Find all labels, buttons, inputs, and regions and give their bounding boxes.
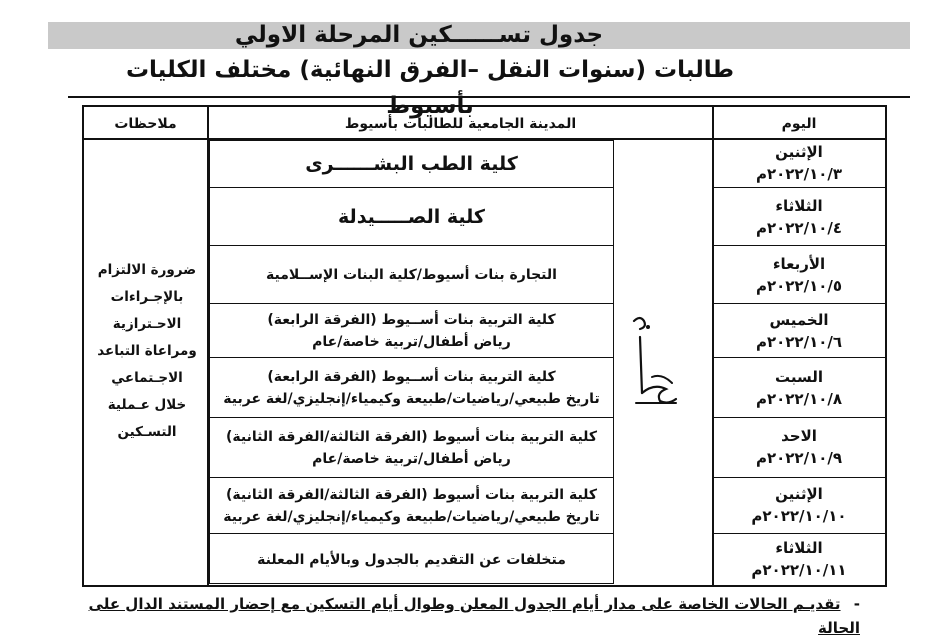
day-row-divider bbox=[714, 245, 885, 246]
day-cell bbox=[714, 141, 884, 185]
faculty-row-divider bbox=[209, 187, 614, 188]
day-row-divider bbox=[714, 357, 885, 358]
notes-line: الاحـترازية bbox=[112, 316, 182, 332]
day-name: الأربعاء bbox=[772, 255, 826, 273]
faculty-row-divider bbox=[209, 533, 614, 534]
day-date: ٢٠٢٢/١٠/٨م bbox=[755, 390, 843, 408]
faculty-line: كلية الطب البشــــــرى bbox=[305, 153, 518, 175]
page-subtitle: طالبات (سنوات النقل –الفرق النهائية) مختلف الكليات بأسيوط bbox=[125, 57, 735, 119]
day-name: الثلاثاء bbox=[775, 197, 823, 215]
day-name: السبت bbox=[774, 368, 824, 386]
notes-cell bbox=[88, 257, 206, 446]
header-rule bbox=[68, 96, 910, 98]
faculty-line: متخلفات عن التقديم بالجدول وبالأيام المعلنة bbox=[257, 551, 566, 568]
faculty-cell bbox=[209, 479, 614, 533]
day-name: الخميس bbox=[769, 311, 829, 329]
faculty-row-divider bbox=[209, 303, 614, 304]
faculty-row-divider bbox=[209, 245, 614, 246]
footer-note bbox=[60, 592, 860, 637]
schedule-table bbox=[82, 105, 887, 587]
faculty-row-divider bbox=[209, 357, 614, 358]
faculty-row-divider bbox=[209, 417, 614, 418]
faculty-cell bbox=[209, 305, 614, 357]
notes-line: الاجـتماعي bbox=[111, 370, 183, 386]
day-name: الإثنين bbox=[775, 143, 823, 161]
day-date: ٢٠٢٢/١٠/١٠م bbox=[751, 507, 847, 525]
day-date: ٢٠٢٢/١٠/٦م bbox=[755, 333, 843, 351]
day-row-divider bbox=[714, 187, 885, 188]
faculty-line: كلية التربية بنات أسيوط (الفرقة الثالثة/الفرقة الثانية) bbox=[225, 429, 598, 445]
faculty-line: رياض أطفال/تربية خاصة/عام bbox=[312, 451, 511, 467]
notes-line: التسـكين bbox=[117, 424, 177, 440]
day-cell bbox=[714, 366, 884, 410]
day-name: الثلاثاء bbox=[775, 539, 823, 557]
col-header-notes: ملاحظات bbox=[114, 116, 177, 132]
day-cell bbox=[714, 483, 884, 527]
footer-dash: - bbox=[853, 595, 860, 613]
faculty-line: التجارة بنات أسيوط/كلية البنات الإســلامية bbox=[266, 267, 557, 283]
notes-line: ومراعاة التباعد bbox=[97, 343, 197, 359]
day-cell bbox=[714, 309, 884, 353]
day-date: ٢٠٢٢/١٠/٩م bbox=[755, 449, 843, 467]
faculty-line: كلية التربية بنات أســيوط (الفرقة الرابعة) bbox=[267, 369, 556, 385]
day-row-divider bbox=[714, 303, 885, 304]
day-cell bbox=[714, 195, 884, 239]
day-date: ٢٠٢٢/١٠/١١م bbox=[751, 561, 847, 579]
faculty-line: كلية التربية بنات أســيوط (الفرقة الرابعة) bbox=[267, 312, 556, 328]
day-row-divider bbox=[714, 533, 885, 534]
day-row-divider bbox=[714, 477, 885, 478]
faculty-line: كلية التربية بنات أسيوط (الفرقة الثالثة/الفرقة الثانية) bbox=[225, 487, 598, 503]
day-name: الاحد bbox=[781, 427, 817, 445]
signature-icon bbox=[626, 307, 684, 417]
col-header-day: اليوم bbox=[781, 116, 817, 132]
day-row-divider bbox=[714, 417, 885, 418]
day-cell bbox=[714, 253, 884, 297]
faculty-line: تاريخ طبيعي/رياضيات/طبيعة وكيمياء/إنجليزي/لغة عربية bbox=[223, 391, 600, 407]
day-date: ٢٠٢٢/١٠/٥م bbox=[755, 277, 843, 295]
faculty-cell bbox=[209, 359, 614, 417]
day-cell bbox=[714, 425, 884, 469]
notes-line: ضرورة الالتزام bbox=[97, 262, 197, 278]
faculty-line: كلية الصـــــيدلة bbox=[338, 206, 485, 228]
page-title: جدول تســــــكين المرحلة الاولي bbox=[234, 22, 604, 48]
day-date: ٢٠٢٢/١٠/٤م bbox=[755, 219, 843, 237]
faculty-line: رياض أطفال/تربية خاصة/عام bbox=[312, 334, 511, 350]
col-header-housing: المدينة الجامعية للطالبات بأسيوط bbox=[344, 116, 577, 132]
day-cell bbox=[714, 537, 884, 581]
faculty-cell bbox=[209, 189, 614, 245]
day-date: ٢٠٢٢/١٠/٣م bbox=[755, 165, 843, 183]
footer-text: تقديـم الحالات الخاصة على مدار أيام الجدول المعلن وطوال أيام التسكين مع إحضار المستند الدال على الحالة bbox=[88, 595, 860, 637]
faculty-cell bbox=[209, 141, 614, 187]
notes-line: بالإجـراءات bbox=[110, 289, 184, 305]
day-name: الإثنين bbox=[775, 485, 823, 503]
faculty-row-divider bbox=[209, 477, 614, 478]
faculty-cell bbox=[209, 419, 614, 477]
faculty-cell bbox=[209, 535, 614, 584]
notes-line: خلال عـملية bbox=[107, 397, 187, 413]
faculty-cell bbox=[209, 247, 614, 303]
faculty-line: تاريخ طبيعي/رياضيات/طبيعة وكيمياء/إنجليزي/لغة عربية bbox=[223, 509, 600, 525]
